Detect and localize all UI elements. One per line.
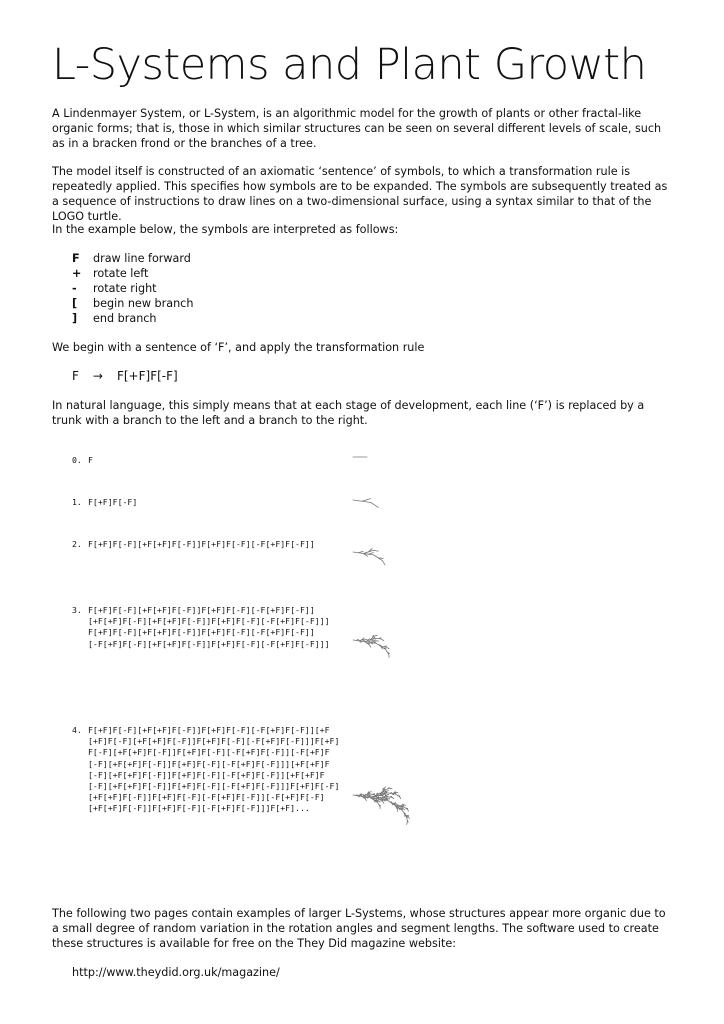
rule-arrow: → — [92, 369, 103, 383]
stage-number: 1. — [72, 497, 82, 507]
legend-symbol: ] — [72, 312, 78, 325]
sentence-line: F — [88, 455, 93, 465]
legend-meaning: rotate left — [93, 267, 149, 280]
sentence-line: [+F[+F]F[-F]]F[+F]F[-F][-F[+F]F[-F]][-F[+F]F[-F] — [88, 792, 325, 803]
sentence-line: [-F[+F]F[-F][+F[+F]F[-F]]F[+F]F[-F][-F[+F]F[-F]]] — [88, 638, 330, 649]
stage-number: 0. — [72, 455, 82, 465]
sentence-line: F[+F]F[-F][+F[+F]F[-F]]F[+F]F[-F][-F[+F]F[-F]] — [88, 539, 315, 549]
sentence-line: [-F][+F[+F]F[-F]]F[+F]F[-F][-F[+F]F[-F]]][+F[+F]F — [88, 758, 330, 769]
sentence-line: [+F[+F]F[-F][+F[+F]F[-F]]F[+F]F[-F][-F[+F]F[-F]]] — [88, 616, 330, 627]
sentence-line: [-F][+F[+F]F[-F]]F[+F]F[-F][-F[+F]F[-F]][+F[+F]F — [88, 769, 325, 780]
rule-to: F[+F]F[-F] — [116, 369, 178, 383]
legend-meaning: draw line forward — [93, 252, 191, 265]
legend-symbol: + — [72, 267, 82, 280]
plant-stage-4 — [353, 787, 409, 824]
sentence-line: F[+F]F[-F][+F[+F]F[-F]]F[+F]F[-F][-F[+F]F[-F]] — [88, 627, 315, 638]
natural-language-paragraph: In natural language, this simply means that at each stage of development, each line (‘F’) is replaced by a trunk with a branch to the left and a branch to the right. — [52, 399, 645, 427]
magazine-link[interactable]: http://www.theydid.org.uk/magazine/ — [72, 966, 280, 979]
sentence-line: F[+F]F[-F][+F[+F]F[-F]]F[+F]F[-F][-F[+F]F[-F]] — [88, 605, 315, 615]
model-paragraph: The model itself is constructed of an axiomatic ‘sentence’ of symbols, to which a transformation rule is repeatedly applied. This specifies how symbols are to be expanded. The symbols are subsequently treated as a sequence of instructions to draw lines on a two-dimensional surface, using a syntax similar to that of the LOGO turtle. — [52, 165, 668, 223]
plant-stage-2 — [353, 548, 385, 565]
stage-number: 4. — [72, 725, 82, 735]
legend-symbol: - — [72, 282, 77, 295]
legend-meaning: rotate right — [93, 282, 157, 295]
plant-stage-3 — [353, 635, 390, 657]
rule-from: F — [72, 369, 79, 383]
stage-number: 3. — [72, 605, 82, 615]
legend-meaning: end branch — [93, 312, 157, 325]
legend-meaning: begin new branch — [93, 297, 194, 310]
sentence-line: [+F[+F]F[-F]]F[+F]F[-F][-F[+F]F[-F]]]F[+F]... — [88, 803, 310, 814]
legend-symbol: F — [72, 252, 80, 265]
sentence-line: F[-F][+F[+F]F[-F]]F[+F]F[-F][-F[+F]F[-F]][-F[+F]F — [88, 747, 330, 758]
sentence-line: F[+F]F[-F][+F[+F]F[-F]]F[+F]F[-F][-F[+F]F[-F]][+F — [88, 725, 330, 735]
page-title: L-Systems and Plant Growth — [52, 40, 647, 90]
begin-paragraph: We begin with a sentence of ‘F’, and apply the transformation rule — [52, 341, 425, 354]
plant-stage-1 — [353, 499, 378, 508]
legend-symbol: [ — [72, 297, 78, 310]
stage-number: 2. — [72, 539, 82, 549]
intro-paragraph: A Lindenmayer System, or L-System, is an algorithmic model for the growth of plants or other fractal-like organic forms; that is, those in which similar structures can be seen on several different levels of scale, such as in a bracken frond or the branches of a tree. — [52, 107, 662, 150]
closing-paragraph: The following two pages contain examples of larger L-Systems, whose structures appear more organic due to a small degree of random variation in the rotation angles and segment lengths. The software used to create these structures is available for free on the They Did magazine website: — [52, 907, 666, 950]
sentence-line: [+F]F[-F][+F[+F]F[-F]]F[+F]F[-F][-F[+F]F[-F]]]F[+F] — [88, 736, 340, 747]
sentence-line: [-F][+F[+F]F[-F]]F[+F]F[-F][-F[+F]F[-F]]]F[+F]F[-F] — [88, 781, 340, 792]
example-intro: In the example below, the symbols are interpreted as follows: — [52, 223, 399, 236]
sentence-line: F[+F]F[-F] — [88, 497, 138, 507]
